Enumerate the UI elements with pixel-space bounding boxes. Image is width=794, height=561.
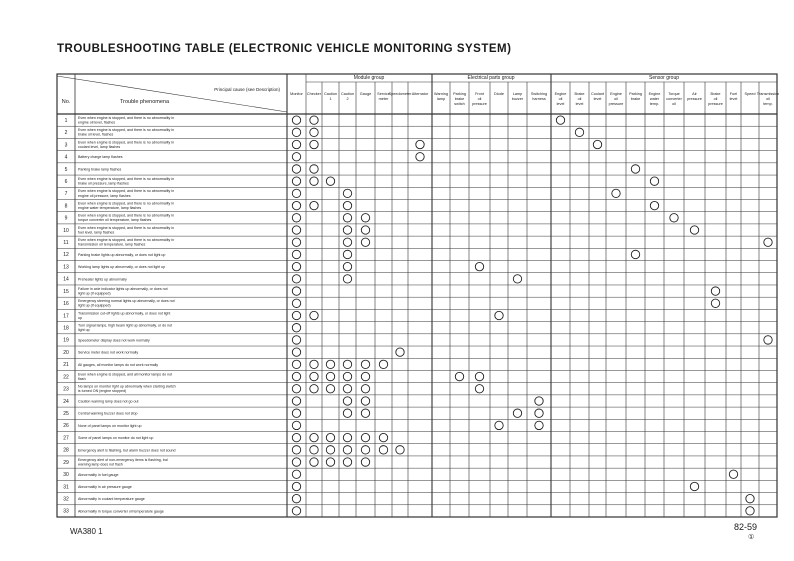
cause-mark <box>292 507 300 515</box>
table-row <box>63 348 404 356</box>
column-header: Engine oil pressure <box>608 92 624 106</box>
table-header <box>62 75 780 106</box>
cause-mark <box>326 360 334 368</box>
phenomenon-text: Even when engine is stopped, and there is no abnormality in engine oil pressure, lamp flashes <box>78 189 175 198</box>
cause-mark <box>361 433 369 441</box>
row-number: 25 <box>63 410 69 417</box>
row-number: 31 <box>63 484 69 491</box>
row-number: 21 <box>63 362 69 369</box>
cause-mark <box>343 397 351 405</box>
cause-mark <box>711 287 719 295</box>
column-header: Torque converter oil <box>666 92 682 106</box>
cause-mark <box>292 360 300 368</box>
cause-mark <box>326 177 334 185</box>
row-number: 10 <box>63 227 69 234</box>
cause-mark <box>310 458 318 466</box>
table-row <box>65 165 640 173</box>
cause-mark <box>593 140 601 148</box>
cause-mark <box>361 458 369 466</box>
phenomena-header: Trouble phenomena <box>120 99 170 105</box>
cause-mark <box>711 299 719 307</box>
no-header: No. <box>61 99 71 105</box>
cause-mark <box>310 165 318 173</box>
row-number: 28 <box>63 447 69 454</box>
cause-mark <box>292 385 300 393</box>
column-header: Brake oil pressure <box>708 92 723 106</box>
column-header: Gauge <box>359 92 372 96</box>
table-row <box>63 446 404 454</box>
cause-mark <box>292 214 300 222</box>
table-body <box>63 116 772 515</box>
row-number: 33 <box>63 508 69 515</box>
cause-mark <box>310 201 318 209</box>
phenomenon-text: Even when engine is stopped, and there is no abnormality in transmission oil temperature, lamp flashes <box>78 238 175 247</box>
column-header: Front oil pressure <box>472 92 487 106</box>
cause-mark <box>310 177 318 185</box>
phenomenon-text: Parking brake lamp flashes <box>78 167 122 172</box>
cause-mark <box>292 153 300 161</box>
table-row <box>63 507 754 515</box>
cause-mark <box>475 372 483 380</box>
cause-mark <box>292 470 300 478</box>
table-row <box>63 336 772 344</box>
cause-mark <box>475 262 483 270</box>
phenomenon-text: Preheater lights up abnormally <box>78 277 127 282</box>
cause-mark <box>343 201 351 209</box>
cause-mark <box>343 458 351 466</box>
cause-mark <box>631 165 639 173</box>
phenomenon-text: Some of panel lamps on monitor do not light up <box>78 436 154 441</box>
row-number: 22 <box>63 374 69 381</box>
phenomenon-text: Even when engine is stopped, and there is no abnormality in brake oil pressure, lamp flashes <box>78 176 175 186</box>
table-row <box>63 238 772 247</box>
cause-mark <box>292 238 300 246</box>
phenomenon-text: Emergency alert of non-emergency items is flashing, but warning lamp does not flash <box>78 457 168 467</box>
cause-mark <box>326 446 334 454</box>
table-row <box>63 275 521 283</box>
cause-mark <box>343 250 351 258</box>
cause-mark <box>310 116 318 124</box>
row-number: 18 <box>63 325 69 332</box>
row-number: 1 <box>64 117 68 124</box>
cause-mark <box>292 433 300 441</box>
table-row <box>63 397 543 405</box>
table-row <box>65 214 679 223</box>
cause-mark <box>343 385 351 393</box>
cause-mark <box>343 446 351 454</box>
column-header: Speed <box>744 92 756 96</box>
phenomenon-text: Even when engine is stopped, and there is no abnormality in coolant level, lamp flashes <box>78 140 175 149</box>
column-header: Monitor <box>290 92 303 96</box>
phenomenon-text: Speedometer display does not work normally <box>78 338 150 343</box>
phenomenon-text: Battery charge lamp flashes <box>78 155 123 160</box>
table-row <box>63 385 483 394</box>
cause-mark <box>343 433 351 441</box>
column-header: Air pressure <box>687 92 702 101</box>
column-header: Speedometer <box>388 92 412 96</box>
cause-mark <box>292 177 300 185</box>
cause-mark <box>343 214 351 222</box>
column-header: Engine oil level <box>554 92 567 106</box>
cause-mark <box>535 409 543 417</box>
cause-mark <box>343 262 351 270</box>
row-number: 7 <box>64 191 68 198</box>
cause-mark <box>361 238 369 246</box>
phenomenon-text: Transmission cut-off lights up abnormally, or does not light up <box>78 311 171 320</box>
page-title: TROUBLESHOOTING TABLE (ELECTRONIC VEHICLE MONITORING SYSTEM) <box>57 43 512 55</box>
cause-mark <box>379 360 387 368</box>
phenomenon-text: Emergency alert is flashing, but alarm buzzer does not sound <box>78 448 176 453</box>
cause-mark <box>690 226 698 234</box>
table-row <box>63 324 300 333</box>
cause-mark <box>513 409 521 417</box>
cause-mark <box>416 153 424 161</box>
column-header: Transmission oil temp. <box>756 92 780 106</box>
row-number: 13 <box>63 264 69 271</box>
table-row <box>63 372 483 381</box>
cause-mark <box>764 336 772 344</box>
cause-mark <box>746 494 754 502</box>
phenomenon-text: All gauges, all monitor lamps do not work normally <box>78 362 159 367</box>
phenomenon-text: Abnormality in torque converter oil temperature gauge <box>78 509 164 514</box>
cause-mark <box>535 421 543 429</box>
row-number: 4 <box>64 154 68 161</box>
cause-mark <box>343 275 351 283</box>
phenomenon-text: Even when engine is stopped, and there is no abnormality in fuel level, lamp flashes <box>78 225 175 235</box>
phenomenon-text: Central warning buzzer does not stop <box>78 411 138 416</box>
column-header: Parking brake <box>629 92 642 101</box>
column-header: Brake oil level <box>574 92 585 106</box>
cause-mark <box>475 385 483 393</box>
table-row <box>63 262 483 270</box>
phenomenon-text: Caution warning lamp does not go out <box>78 399 139 404</box>
cause-mark <box>343 238 351 246</box>
row-number: 30 <box>63 472 69 479</box>
column-header: Caution 1 <box>323 92 338 101</box>
cause-mark <box>292 421 300 429</box>
row-number: 3 <box>64 142 68 149</box>
table-row <box>65 189 621 198</box>
phenomenon-text: None of panel lamps on monitor light up <box>78 423 142 428</box>
column-header: Alternator <box>411 92 429 96</box>
cause-mark <box>310 140 318 148</box>
table-row <box>63 409 543 417</box>
table-row <box>65 140 602 149</box>
row-number: 24 <box>63 398 69 405</box>
cause-mark <box>764 238 772 246</box>
phenomenon-text: Abnormality in air pressure gauge <box>78 484 132 489</box>
cause-mark <box>326 372 334 380</box>
cause-mark <box>326 433 334 441</box>
group-sensor-header: Sensor group <box>648 75 680 81</box>
column-header: Service meter <box>377 92 390 101</box>
cause-mark <box>292 250 300 258</box>
cause-mark <box>495 421 503 429</box>
cause-mark <box>310 372 318 380</box>
cause-mark <box>292 372 300 380</box>
cause-mark <box>292 262 300 270</box>
cause-mark <box>361 214 369 222</box>
row-number: 16 <box>63 301 69 308</box>
cause-mark <box>361 409 369 417</box>
phenomenon-text: Even when engine is stopped, and there is no abnormality in engine oil level, flashes <box>78 115 175 125</box>
cause-mark <box>343 189 351 197</box>
column-header: Warning lamp <box>434 92 448 101</box>
cause-mark <box>379 433 387 441</box>
cause-mark <box>292 482 300 490</box>
cause-mark <box>292 409 300 417</box>
column-header: Parking brake switch <box>453 92 466 106</box>
column-header: Engine water temp. <box>648 92 661 106</box>
cause-mark <box>343 409 351 417</box>
cause-mark <box>396 348 404 356</box>
cause-mark <box>292 275 300 283</box>
cause-mark <box>361 385 369 393</box>
column-header: Coolant level <box>590 92 605 101</box>
table-row <box>63 311 503 320</box>
cause-mark <box>361 360 369 368</box>
cause-mark <box>292 201 300 209</box>
phenomenon-text: Even when engine is stopped, and there is no abnormality in torque converter oil temperature, lamp flashes <box>78 213 175 223</box>
row-number: 9 <box>64 215 68 222</box>
row-number: 11 <box>63 240 69 247</box>
cause-mark <box>361 397 369 405</box>
row-number: 15 <box>63 288 69 295</box>
row-number: 8 <box>64 203 68 210</box>
cause-mark <box>310 385 318 393</box>
cause-mark <box>361 372 369 380</box>
row-number: 26 <box>63 423 69 430</box>
cause-header: Principal cause (see Description) <box>214 87 280 92</box>
cause-mark <box>292 299 300 307</box>
phenomenon-text: Emergency steering normal lights up abnormally, or does not light up (if equipped) <box>78 299 175 308</box>
cause-mark <box>729 470 737 478</box>
cause-mark <box>575 128 583 136</box>
cause-mark <box>292 336 300 344</box>
table-row <box>63 226 698 235</box>
column-header: Caution 2 <box>340 92 355 101</box>
cause-mark <box>361 226 369 234</box>
cause-mark <box>292 189 300 197</box>
cause-mark <box>326 458 334 466</box>
row-number: 17 <box>63 313 69 320</box>
column-header: Checker <box>306 92 322 96</box>
row-number: 6 <box>64 178 68 185</box>
table-row <box>63 470 737 478</box>
cause-mark <box>690 482 698 490</box>
group-module-header: Module group <box>353 75 385 81</box>
cause-mark <box>292 324 300 332</box>
phenomenon-text: Even when engine is stopped, and there is no abnormality in engine water temperature, lamp flashes <box>78 201 175 210</box>
column-header: Switching harness <box>530 92 548 101</box>
cause-mark <box>292 311 300 319</box>
cause-mark <box>310 446 318 454</box>
document-code: WA380 1 <box>70 527 103 536</box>
cause-mark <box>310 128 318 136</box>
cause-mark <box>292 116 300 124</box>
row-number: 12 <box>63 252 69 259</box>
phenomenon-text: Abnormality in coolant temperature gauge <box>78 497 145 502</box>
cause-mark <box>292 287 300 295</box>
phenomenon-text: Parking brake lights up abnormally, or does not light up <box>78 252 166 257</box>
cause-mark <box>292 397 300 405</box>
phenomenon-text: Working lamp lights up abnormally, or does not light up <box>78 265 166 270</box>
row-number: 23 <box>63 386 69 393</box>
table-row <box>63 482 698 490</box>
cause-mark <box>292 458 300 466</box>
column-header: Diode <box>494 92 504 96</box>
cause-mark <box>292 348 300 356</box>
cause-mark <box>379 446 387 454</box>
cause-mark <box>292 165 300 173</box>
table-row <box>65 201 659 210</box>
phenomenon-text: Even when engine is stopped, and there is no abnormality in brake oil level, flashes <box>78 128 175 137</box>
cause-mark <box>513 275 521 283</box>
row-number: 29 <box>63 459 69 466</box>
phenomenon-text: No lamps on monitor light up abnormally when starting switch is turned ON (engine stopped) <box>78 384 176 394</box>
table-row <box>63 421 543 429</box>
page-mark: ① <box>748 534 755 541</box>
cause-mark <box>746 507 754 515</box>
cause-mark <box>670 214 678 222</box>
phenomenon-text: Abnormality in fuel gauge <box>78 472 119 477</box>
cause-mark <box>310 311 318 319</box>
phenomenon-text: Failure in axle indicator lights up abnormally, or does not light up (if equipped) <box>78 286 168 296</box>
cause-mark <box>292 140 300 148</box>
cause-mark <box>343 360 351 368</box>
row-number: 32 <box>63 496 69 503</box>
row-number: 2 <box>64 130 68 137</box>
row-number: 20 <box>63 349 69 356</box>
table-row <box>65 177 659 186</box>
table-row <box>63 250 639 258</box>
row-number: 27 <box>63 435 69 442</box>
cause-mark <box>292 226 300 234</box>
phenomenon-text: Service meter does not work normally <box>78 350 139 355</box>
cause-mark <box>343 226 351 234</box>
table-row <box>65 116 565 125</box>
table-row <box>63 458 369 467</box>
cause-mark <box>396 446 404 454</box>
column-header: Fuel level <box>729 92 738 101</box>
cause-mark <box>416 140 424 148</box>
column-header: Lamp buzzer <box>511 92 524 101</box>
cause-mark <box>310 360 318 368</box>
cause-mark <box>361 446 369 454</box>
row-number: 14 <box>63 276 69 283</box>
cause-mark <box>326 385 334 393</box>
cause-mark <box>650 201 658 209</box>
cause-mark <box>292 494 300 502</box>
page-number: 82-59 <box>734 522 758 532</box>
table-row <box>63 494 754 502</box>
cause-mark <box>495 311 503 319</box>
table-row <box>63 287 719 296</box>
cause-mark <box>556 116 564 124</box>
cause-mark <box>292 446 300 454</box>
row-number: 5 <box>64 166 68 173</box>
cause-mark <box>650 177 658 185</box>
cause-mark <box>343 372 351 380</box>
cause-mark <box>612 189 620 197</box>
table-row <box>65 153 425 161</box>
row-number: 19 <box>63 337 69 344</box>
table-row <box>63 299 719 308</box>
table-row <box>65 128 584 137</box>
cause-mark <box>310 433 318 441</box>
phenomenon-text: Even when engine is stopped, and all monitor lamps do not flash <box>78 372 173 381</box>
cause-mark <box>455 372 463 380</box>
cause-mark <box>292 128 300 136</box>
group-electrical-header: Electrical parts group <box>467 75 515 81</box>
cause-mark <box>535 397 543 405</box>
phenomenon-text: Turn signal lamps, high beam light up abnormally, or do not light up <box>78 323 173 333</box>
cause-mark <box>631 250 639 258</box>
